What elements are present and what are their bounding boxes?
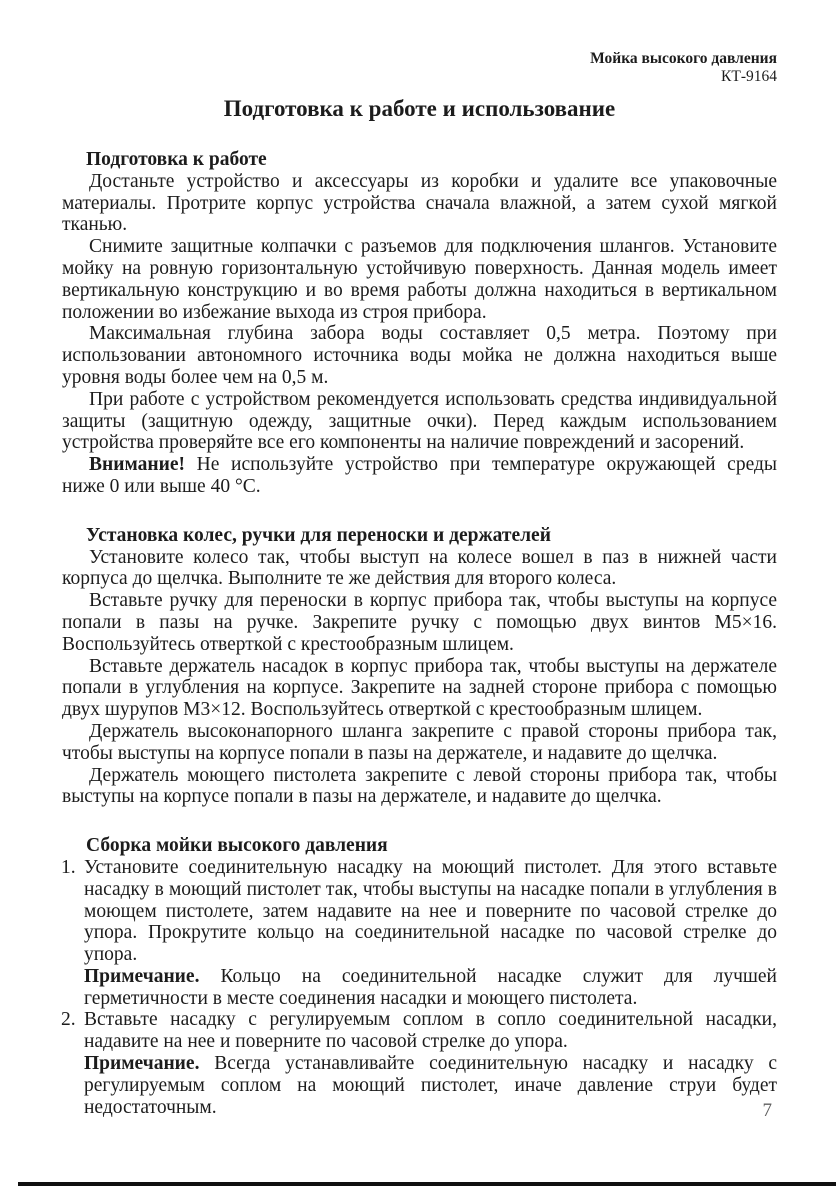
note-text: Всегда устанавливайте соединительную насадку и насадку с регулируемым соплом на моющий пистолет, иначе давление струи будет недостаточным. [84,1053,777,1118]
section-installation [62,525,777,808]
section-preparation [62,149,777,498]
page-title: Подготовка к работе и использование [223,96,616,121]
paragraph [62,656,777,721]
paragraph-text: Достаньте устройство и аксессуары из коробки и удалите все упаковочные материалы. Протрите корпус устройства сначала влажной, а затем сухой мягкой тканью. [62,170,777,236]
section-heading: Сборка мойки высокого давления [86,835,388,857]
numbered-list [62,857,777,1119]
model-number: КТ-9164 [721,68,777,85]
paragraph-text: Не используйте устройство при температуре окружающей среды ниже 0 или выше 40 °С. [62,454,777,497]
paragraph [62,590,777,655]
page-bottom-scan-edge [18,1182,836,1186]
note-lead: Примечание. [84,1053,200,1075]
paragraph [62,721,777,765]
paragraph [62,171,777,236]
page-number: 7 [762,1100,772,1121]
paragraph [62,236,777,323]
paragraph [62,389,777,454]
paragraph [62,765,777,809]
numbered-item [62,857,777,1010]
item-number: 2. [61,1009,76,1031]
item-text: Установите соединительную насадку на моющий пистолет. Для этого вставьте насадку в моющий пистолет так, чтобы выступы на насадке попали в углубления в моющем пистолете, затем надавите на нее и поверните по часовой стрелке до упора. Прокрутите кольцо на соединительной насадке по часовой стрелке до упора. [84,856,777,966]
paragraph-text: Держатель моющего пистолета закрепите с левой стороны прибора так, чтобы выступы на корпусе попали в пазы на держателе, и надавите до щелчка. [62,764,777,808]
paragraph-warning [62,454,777,498]
paragraph-text: Держатель высоконапорного шланга закрепите с правой стороны прибора так, чтобы выступы на корпусе попали в пазы на держателе, и надавите до щелчка. [62,720,777,764]
paragraph-text: Вставьте ручку для переноски в корпус прибора так, чтобы выступы на корпусе попали в пазы на ручке. Закрепите ручку с помощью двух винтов М5×16. Воспользуйтесь отверткой с крестообразным шлицем. [62,590,777,655]
paragraph-text: Максимальная глубина забора воды составляет 0,5 метра. Поэтому при использовании автономного источника воды мойка не должна находиться выше уровня воды более чем на 0,5 м. [62,323,777,388]
item-text: Вставьте насадку с регулируемым соплом в сопло соединительной насадки, надавите на нее и поверните по часовой стрелке до упора. [84,1009,777,1053]
paragraph [62,547,777,591]
paragraph-text: Установите колесо так, чтобы выступ на колесе вошел в паз в нижней части корпуса до щелчка. Выполните те же действия для второго колеса. [62,546,777,590]
section-assembly [62,835,777,1118]
paragraph [62,323,777,388]
page-content [62,50,777,1118]
warning-lead: Внимание! [89,454,185,476]
section-heading: Подготовка к работе [86,149,267,170]
section-heading: Установка колес, ручки для переноски и держателей [86,524,551,546]
numbered-item [62,1009,777,1118]
product-name: Мойка высокого давления [590,50,777,67]
note-lead: Примечание. [84,965,200,987]
note-text: Кольцо на соединительной насадке служит для лучшей герметичности в месте соединения насадки и моющего пистолета. [84,965,777,1009]
paragraph-text: Вставьте держатель насадок в корпус прибора так, чтобы выступы на держателе попали в углубления на корпусе. Закрепите на задней стороне прибора с помощью двух шурупов М3×12. Воспользуйтесь отверткой с крестообразным шлицем. [62,655,777,721]
item-number: 1. [61,856,76,878]
paragraph-text: Снимите защитные колпачки с разъемов для подключения шлангов. Установите мойку на ровную горизонтальную устойчивую поверхность. Данная модель имеет вертикальную конструкцию и во время работы должна находиться в вертикальном положении во избежание выхода из строя прибора. [62,236,777,323]
paragraph-text: При работе с устройством рекомендуется использовать средства индивидуальной защиты (защитную одежду, защитные очки). Перед каждым использованием устройства проверяйте все его компоненты на наличие повреждений и засорений. [62,388,777,454]
doc-header [62,50,777,86]
note-paragraph [84,1053,777,1118]
note-paragraph [84,966,777,1010]
